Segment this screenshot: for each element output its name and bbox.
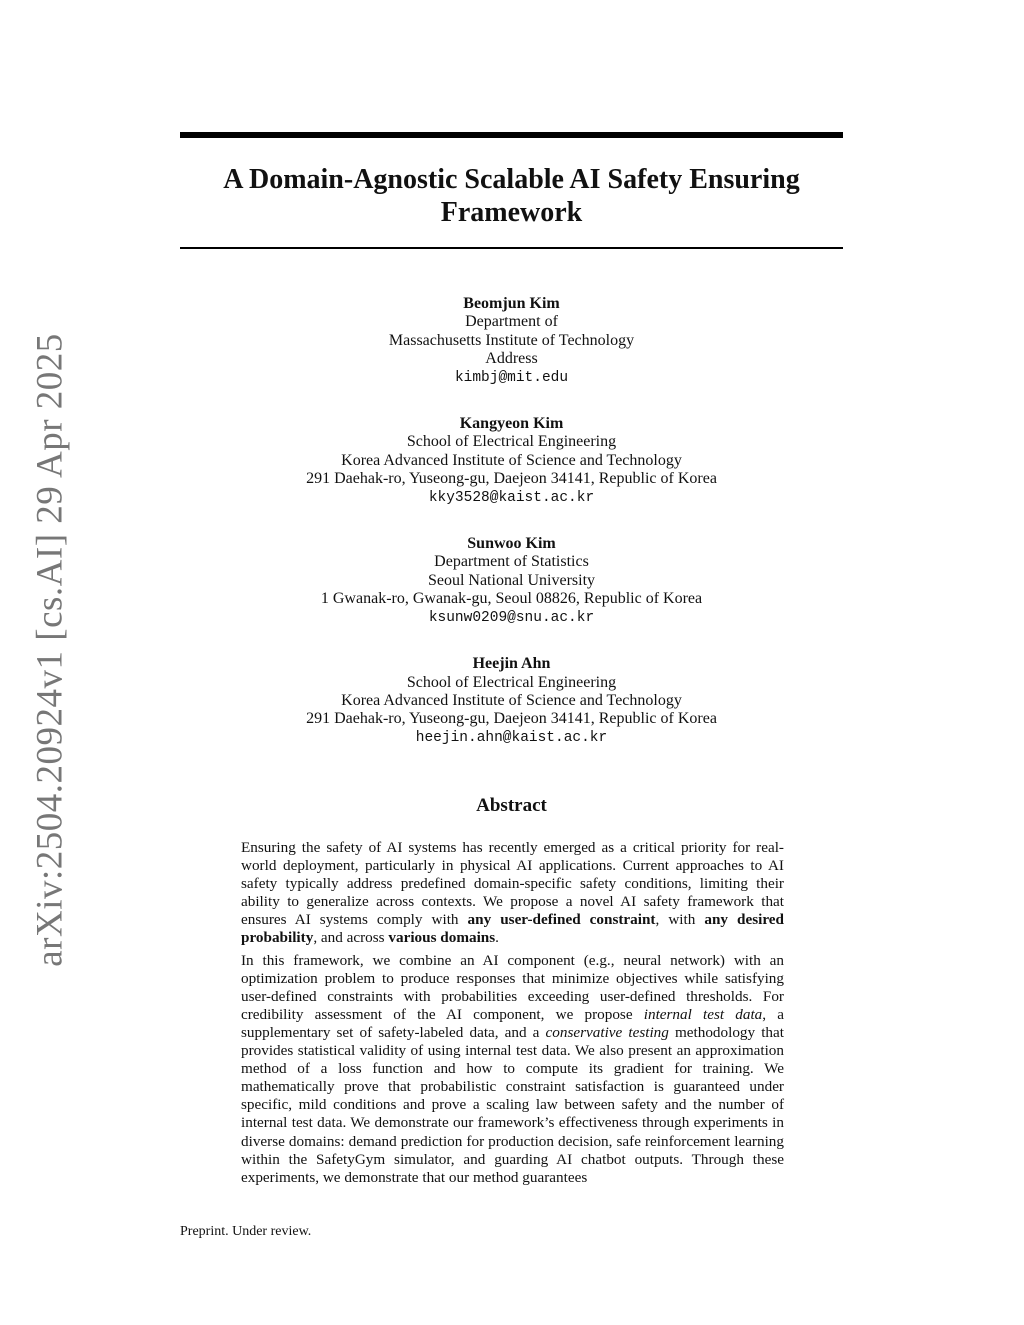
author-name: Sunwoo Kim: [467, 535, 556, 553]
author-affiliation-line: School of Electrical Engineering: [406, 673, 617, 691]
author-affiliation-line: Address: [485, 350, 538, 368]
abstract-emphasis: any desired probability: [241, 911, 784, 947]
abstract-emphasis: any user-defined constraint: [467, 911, 656, 929]
abstract-text: , with: [655, 911, 705, 929]
author-name: Kangyeon Kim: [459, 415, 564, 433]
abstract-body: [241, 839, 784, 1191]
title-top-rule: [180, 132, 843, 138]
author-email: ksunw0209@snu.ac.kr: [428, 609, 595, 626]
author-affiliation-line: Massachusetts Institute of Technology: [388, 331, 635, 349]
author-affiliation-line: School of Electrical Engineering: [406, 433, 617, 451]
author-block: [180, 535, 843, 627]
author-affiliation-line: Korea Advanced Institute of Science and Technology: [341, 451, 682, 469]
author-name: Heejin Ahn: [472, 655, 551, 673]
abstract-italic-term: internal test data: [643, 1005, 763, 1023]
abstract-paragraph-2: [241, 952, 784, 1187]
author-email: heejin.ahn@kaist.ac.kr: [415, 729, 608, 746]
paper-title-line-2: Framework: [440, 197, 583, 228]
abstract-text: In this framework, we combine an AI component (e.g., neural network) with an optimization problem to produce responses that minimize objectives while satisfying user-defined constraints with probabilities exceeding user-defined thresholds. For credibility assessment of the AI component, we propose: [241, 951, 784, 1023]
author-affiliation-line: Department of Statistics: [434, 553, 589, 571]
author-email: kky3528@kaist.ac.kr: [428, 489, 595, 506]
abstract-heading: Abstract: [476, 795, 547, 816]
abstract-italic-term: conservative testing: [545, 1023, 669, 1041]
abstract-paragraph-1: [241, 839, 784, 948]
author-list: [180, 295, 843, 775]
author-affiliation-line: Department of: [465, 313, 558, 331]
abstract-text: .: [495, 929, 499, 947]
abstract-emphasis: various domains: [388, 929, 496, 947]
abstract-text: methodology that provides statistical validity of using internal test data. We also present an approximation method of a loss function and how to compute its gradient for training. We mathematically prove that probabilistic constraint satisfaction is guaranteed under specific, mild conditions and prove a scaling law between safety and the number of internal test data. We demonstrate our framework’s effectiveness through experiments in diverse domains: demand prediction for production decision, safe reinforcement learning within the SafetyGym simulator, and guarding AI chatbot outputs. Through these experiments, we demonstrate that our method guarantees: [241, 1023, 784, 1186]
author-affiliation-line: Seoul National University: [427, 571, 596, 589]
author-email: kimbj@mit.edu: [454, 369, 569, 386]
paper-title: [180, 163, 843, 229]
author-block: [180, 655, 843, 747]
author-affiliation-line: 291 Daehak-ro, Yuseong-gu, Daejeon 34141, Republic of Korea: [306, 710, 717, 728]
author-block: [180, 415, 843, 507]
author-name: Beomjun Kim: [463, 295, 560, 312]
abstract-text: , a supplementary set of safety-labeled data, and a: [241, 1005, 784, 1041]
arxiv-identifier-stamp: arXiv:2504.20924v1 [cs.AI] 29 Apr 2025: [29, 333, 71, 967]
author-affiliation-line: Korea Advanced Institute of Science and Technology: [341, 691, 682, 709]
abstract-text: Ensuring the safety of AI systems has recently emerged as a critical priority for real-world deployment, particularly in physical AI applications. Current approaches to AI safety typically address predefined domain-specific safety conditions, limiting their ability to generalize across contexts. We propose a novel AI safety framework that ensures AI systems comply with: [241, 839, 784, 929]
abstract-text: , and across: [313, 929, 389, 947]
title-bottom-rule: [180, 247, 843, 249]
author-affiliation-line: 291 Daehak-ro, Yuseong-gu, Daejeon 34141, Republic of Korea: [306, 470, 717, 488]
author-affiliation-line: 1 Gwanak-ro, Gwanak-gu, Seoul 08826, Republic of Korea: [320, 590, 703, 608]
preprint-footnote: Preprint. Under review.: [180, 1224, 312, 1239]
paper-title-line-1: A Domain-Agnostic Scalable AI Safety Ensuring: [223, 164, 800, 195]
author-block: [180, 295, 843, 387]
